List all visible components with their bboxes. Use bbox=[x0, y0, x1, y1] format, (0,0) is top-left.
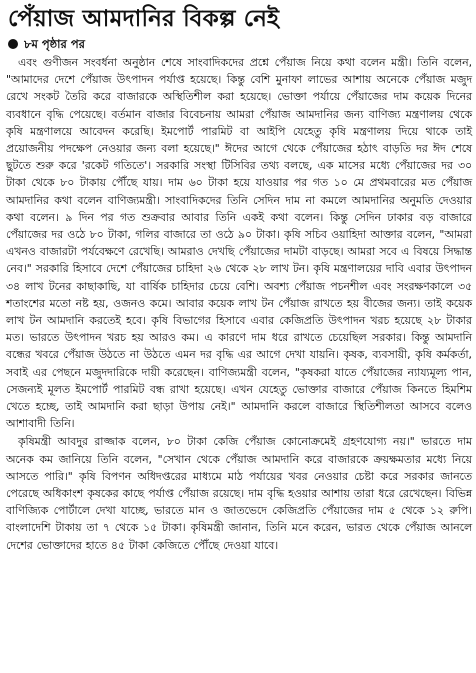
news-article bbox=[6, 4, 472, 554]
article-paragraph-2: কৃষিমন্ত্রী আবদুর রাজ্জাক বলেন, ৮০ টাকা কেজি পেঁয়াজ কোনোক্রমেই গ্রহণযোগ্য নয়।" ভারতে দাম অনেক কম জানিয়ে তিনি বলেন, "সেখান থেকে পেঁয়াজ আমদানি করে বাজারকে ক্রয়ক্ষমতার মধ্যে নিয়ে আসতে পারি।" কৃষি বিপণন অধিদপ্তরের মাধ্যমে মাঠ পর্যায়ের খবর নেওয়ার চেষ্টা করে সরকার জানতে পেরেছে অধিকাংশ কৃষকের কাছে পর্যাপ্ত পেঁয়াজ রয়েছে। দাম বৃদ্ধি হওয়ার আশায় তারা ধরে রেখেছেন। বিভিন্ন বাণিজ্যিক পোর্টালে দেখা যাচ্ছে, ভারতে মান ও জাতভেদে কেজিপ্রতি পেঁয়াজের দাম ৫ থেকে ১২ রুপি। বাংলাদেশি টাকায় তা ৭ থেকে ১৫ টাকা। কৃষিমন্ত্রী জানান, তিনি মনে করেন, ভারত থেকে পেঁয়াজ আনলে দেশের ভোক্তাদের হাতে ৪৫ টাকা কেজিতে পৌঁছে দেওয়া যাবে। bbox=[6, 435, 472, 552]
article-paragraph-1: এবং গুণীজন সংবর্ধনা অনুষ্ঠান শেষে সাংবাদিকদের প্রশ্নে পেঁয়াজ নিয়ে কথা বলেন মন্ত্রী। তিনি বলেন, "আমাদের দেশে পেঁয়াজ উৎপাদন পর্যাপ্ত হয়েছে। কিন্তু বেশি মুনাফা লাভের আশায় অনেকে পেঁয়াজ মজুদ রেখে সংকট তৈরি করে বাজারকে অস্থিতিশীল করা হয়েছে। ভোক্তা পর্যায়ে পেঁয়াজের দাম কয়েক দিনের ব্যবধানে বৃদ্ধি পেয়েছে। বর্তমান বাজার বিবেচনায় আমরা পেঁয়াজ আমদানির জন্য বাণিজ্য মন্ত্রণালয় থেকে কৃষি মন্ত্রণালয়ে আবেদন করেছি। ইমপোর্ট পারমিট বা আইপি যেহেতু কৃষি মন্ত্রণালয় দিয়ে থাকে তাই প্রয়োজনীয় পদক্ষেপ নেওয়ার জন্য বলা হয়েছে।" ঈদের আগে থেকে পেঁয়াজের হঠাৎ বাড়তি দর ঈদ শেষে ছুটতে শুরু করে 'রকেট গতিতে'। সরকারি সংস্থা টিসিবির তথ্য বলছে, এক মাসের মধ্যে পেঁয়াজের দর ৩০ টাকা থেকে ৮০ টাকায় পৌঁছে যায়। দাম ৬০ টাকা হয়ে যাওয়ার পর গত ১০ মে প্রথমবারের মত পেঁয়াজ আমদানির কথা বলেন বাণিজ্যমন্ত্রী। সাংবাদিকদের তিনি সেদিন দাম না কমলে আমদানির অনুমতি দেওয়ার কথা বলেন। ৯ দিন পর গত শুক্রবার আবার তিনি একই কথা বলেন। কিন্তু সেদিন ঢাকার বড় বাজারে পেঁয়াজের দর ওঠে ৮০ টাকা, গলির বাজারে তা ওঠে ৯০ টাকা। কৃষি সচিব ওয়াহিদা আক্তার বলেন, "আমরা এখনও বাজারটা পর্যবেক্ষণে রেখেছি। আমরাও দেখছি পেঁয়াজের দামটা বাড়ছে। আমরা সবে এ বিষয়ে সিদ্ধান্ত নেব।" সরকারি হিসাবে দেশে পেঁয়াজের চাহিদা ২৬ থেকে ২৮ লাখ টন। কৃষি মন্ত্রণালয়ের দাবি এবার উৎপাদন ৩৪ লাখ টনের কাছাকাছি, যা বার্ষিক চাহিদার চেয়ে বেশি। অবশ্য পেঁয়াজ পচনশীল এবং সংরক্ষণকালে ৩৫ শতাংশের মতো নষ্ট হয়, ওজনও কমে। আবার কয়েক লাখ টন পেঁয়াজ রাখতে হয় বীজের জন্য। তাই কয়েক লাখ টন আমদানি করতেই হবে। কৃষি বিভাগের হিসাবে এবার কেজিপ্রতি উৎপাদন খরচ হয়েছে ২৮ টাকার মত। ভারতে উৎপাদন খরচ হয় আরও কম। এ কারণে দাম ধরে রাখতে চেয়েছিল সরকার। কিন্তু আমদানি বন্ধের খবরে পেঁয়াজ উঠতে না উঠতে এমন দর বৃদ্ধি এর আগে দেখা যায়নি। কৃষক, ব্যবসায়ী, কৃষি কর্মকর্তা, সবাই এর পেছনে মজুদদারিকে দায়ী করেছেন। বাণিজ্যমন্ত্রী বলেন, "কৃষকরা যাতে পেঁয়াজের ন্যায্যমূল্য পান, সেজন্যই মূলত ইমপোর্ট পারমিট বন্ধ রাখা হয়েছে। এখন যেহেতু ভোক্তার বাজারে পেঁয়াজ কিনতে হিমশিম খেতে হচ্ছে, তাই আমদানি করা ছাড়া উপায় নেই।" আমদানি করলে বাজারে স্থিতিশীলতা আসবে বলেও আশাবাদী তিনি। bbox=[6, 56, 472, 431]
bullet-icon bbox=[8, 39, 18, 49]
headline: পেঁয়াজ আমদানির বিকল্প নেই bbox=[8, 6, 280, 32]
continued-from-label: ৮ম পৃষ্ঠার পর bbox=[24, 37, 85, 51]
continued-from-line bbox=[8, 36, 472, 52]
